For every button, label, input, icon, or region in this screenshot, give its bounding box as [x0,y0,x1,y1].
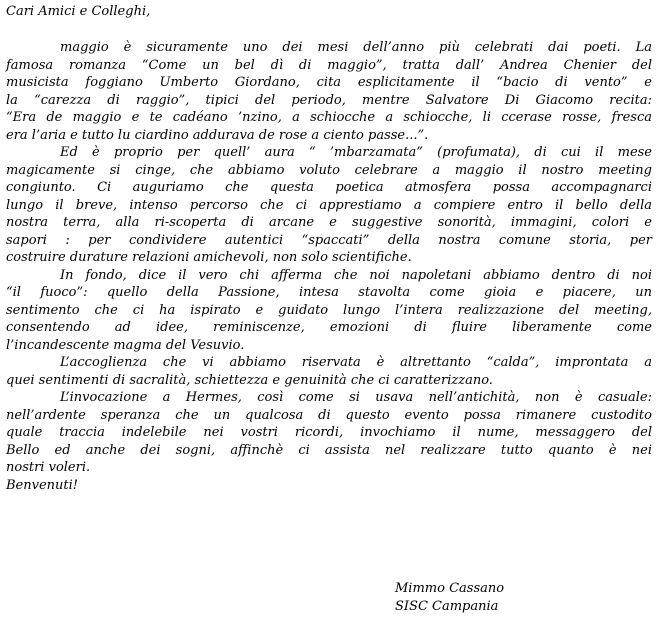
body-line: In fondo, dice il vero chi afferma che noi napoletani abbiamo dentro di noi [60,267,652,283]
letter-closing: Benvenuti! [6,477,79,493]
body-line: sapori : per condividere autentici “spaccati” della nostra comune storia, per [6,232,652,248]
letter-signature [395,580,504,615]
body-line: L’invocazione a Hermes, così come si usava nell’antichità, non è casuale: [60,390,652,405]
body-line: nell’ardente speranza che un qualcosa di questo evento possa rimanere custodito [6,407,652,423]
body-line: era l’aria e tutto lu ciardino addurava de rose a ciento passe...”. [6,127,429,143]
body-line: Ed è proprio per quell’ aura “ ’mbarzamata” (profumata), di cui il mese [60,145,652,160]
body-line: congiunto. Ci auguriamo che questa poetica atmosfera possa accompagnarci [6,180,652,195]
body-line: la “carezza di raggio”, tipici del periodo, mentre Salvatore Di Giacomo recita: [6,92,652,108]
body-line: L’accoglienza che vi abbiamo riservata è altrettanto “calda”, improntata a [60,355,652,370]
body-line: sentimento che ci ha ispirato e guidato lungo l’intera realizzazione del meeting, [6,302,652,318]
body-line: l’incandescente magma del Vesuvio. [6,337,245,353]
body-line: “Era de maggio e te cadéano ’nzino, a schiocche a schiocche, li ccerase rosse, fresca [6,110,652,125]
body-line: consentendo ad idee, reminiscenze, emozioni di fluire liberamente come [6,320,652,335]
signature-name: Mimmo Cassano [395,581,505,596]
body-line: quale traccia indelebile nei vostri ricordi, invochiamo il nume, messaggero del [6,425,652,440]
body-line: magicamente si cinge, che abbiamo voluto celebrare a maggio il nostro meeting [6,162,652,178]
signature-organization: SISC Campania [395,598,499,614]
body-line: “il fuoco”: quello della Passione, intesa stavolta come gioia e piacere, un [6,285,652,300]
body-line: famosa romanza “Come un bel dì di maggio”, tratta dall’ Andrea Chenier del [6,57,652,73]
body-line: Bello ed anche dei sogni, affinchè ci assista nel realizzare tutto quanto è nei [6,442,652,458]
letter-body [6,39,652,494]
body-line: lungo il breve, intenso percorso che ci apprestiamo a compiere entro il bello della [6,197,652,213]
body-line: quei sentimenti di sacralità, schiettezza e genuinità che ci caratterizzano. [6,372,493,388]
letter-greeting: Cari Amici e Colleghi, [6,4,151,19]
body-line: nostra terra, alla ri-scoperta di arcane e suggestive sonorità, immagini, colori e [6,215,652,230]
body-line: nostri voleri. [6,460,91,475]
body-line: maggio è sicuramente uno dei mesi dell’anno più celebrati dai poeti. La [60,40,652,55]
body-line: musicista foggiano Umberto Giordano, cita esplicitamente il “bacio di vento” e [6,75,652,90]
body-line: costruire durature relazioni amichevoli, non solo scientifiche. [6,250,412,265]
